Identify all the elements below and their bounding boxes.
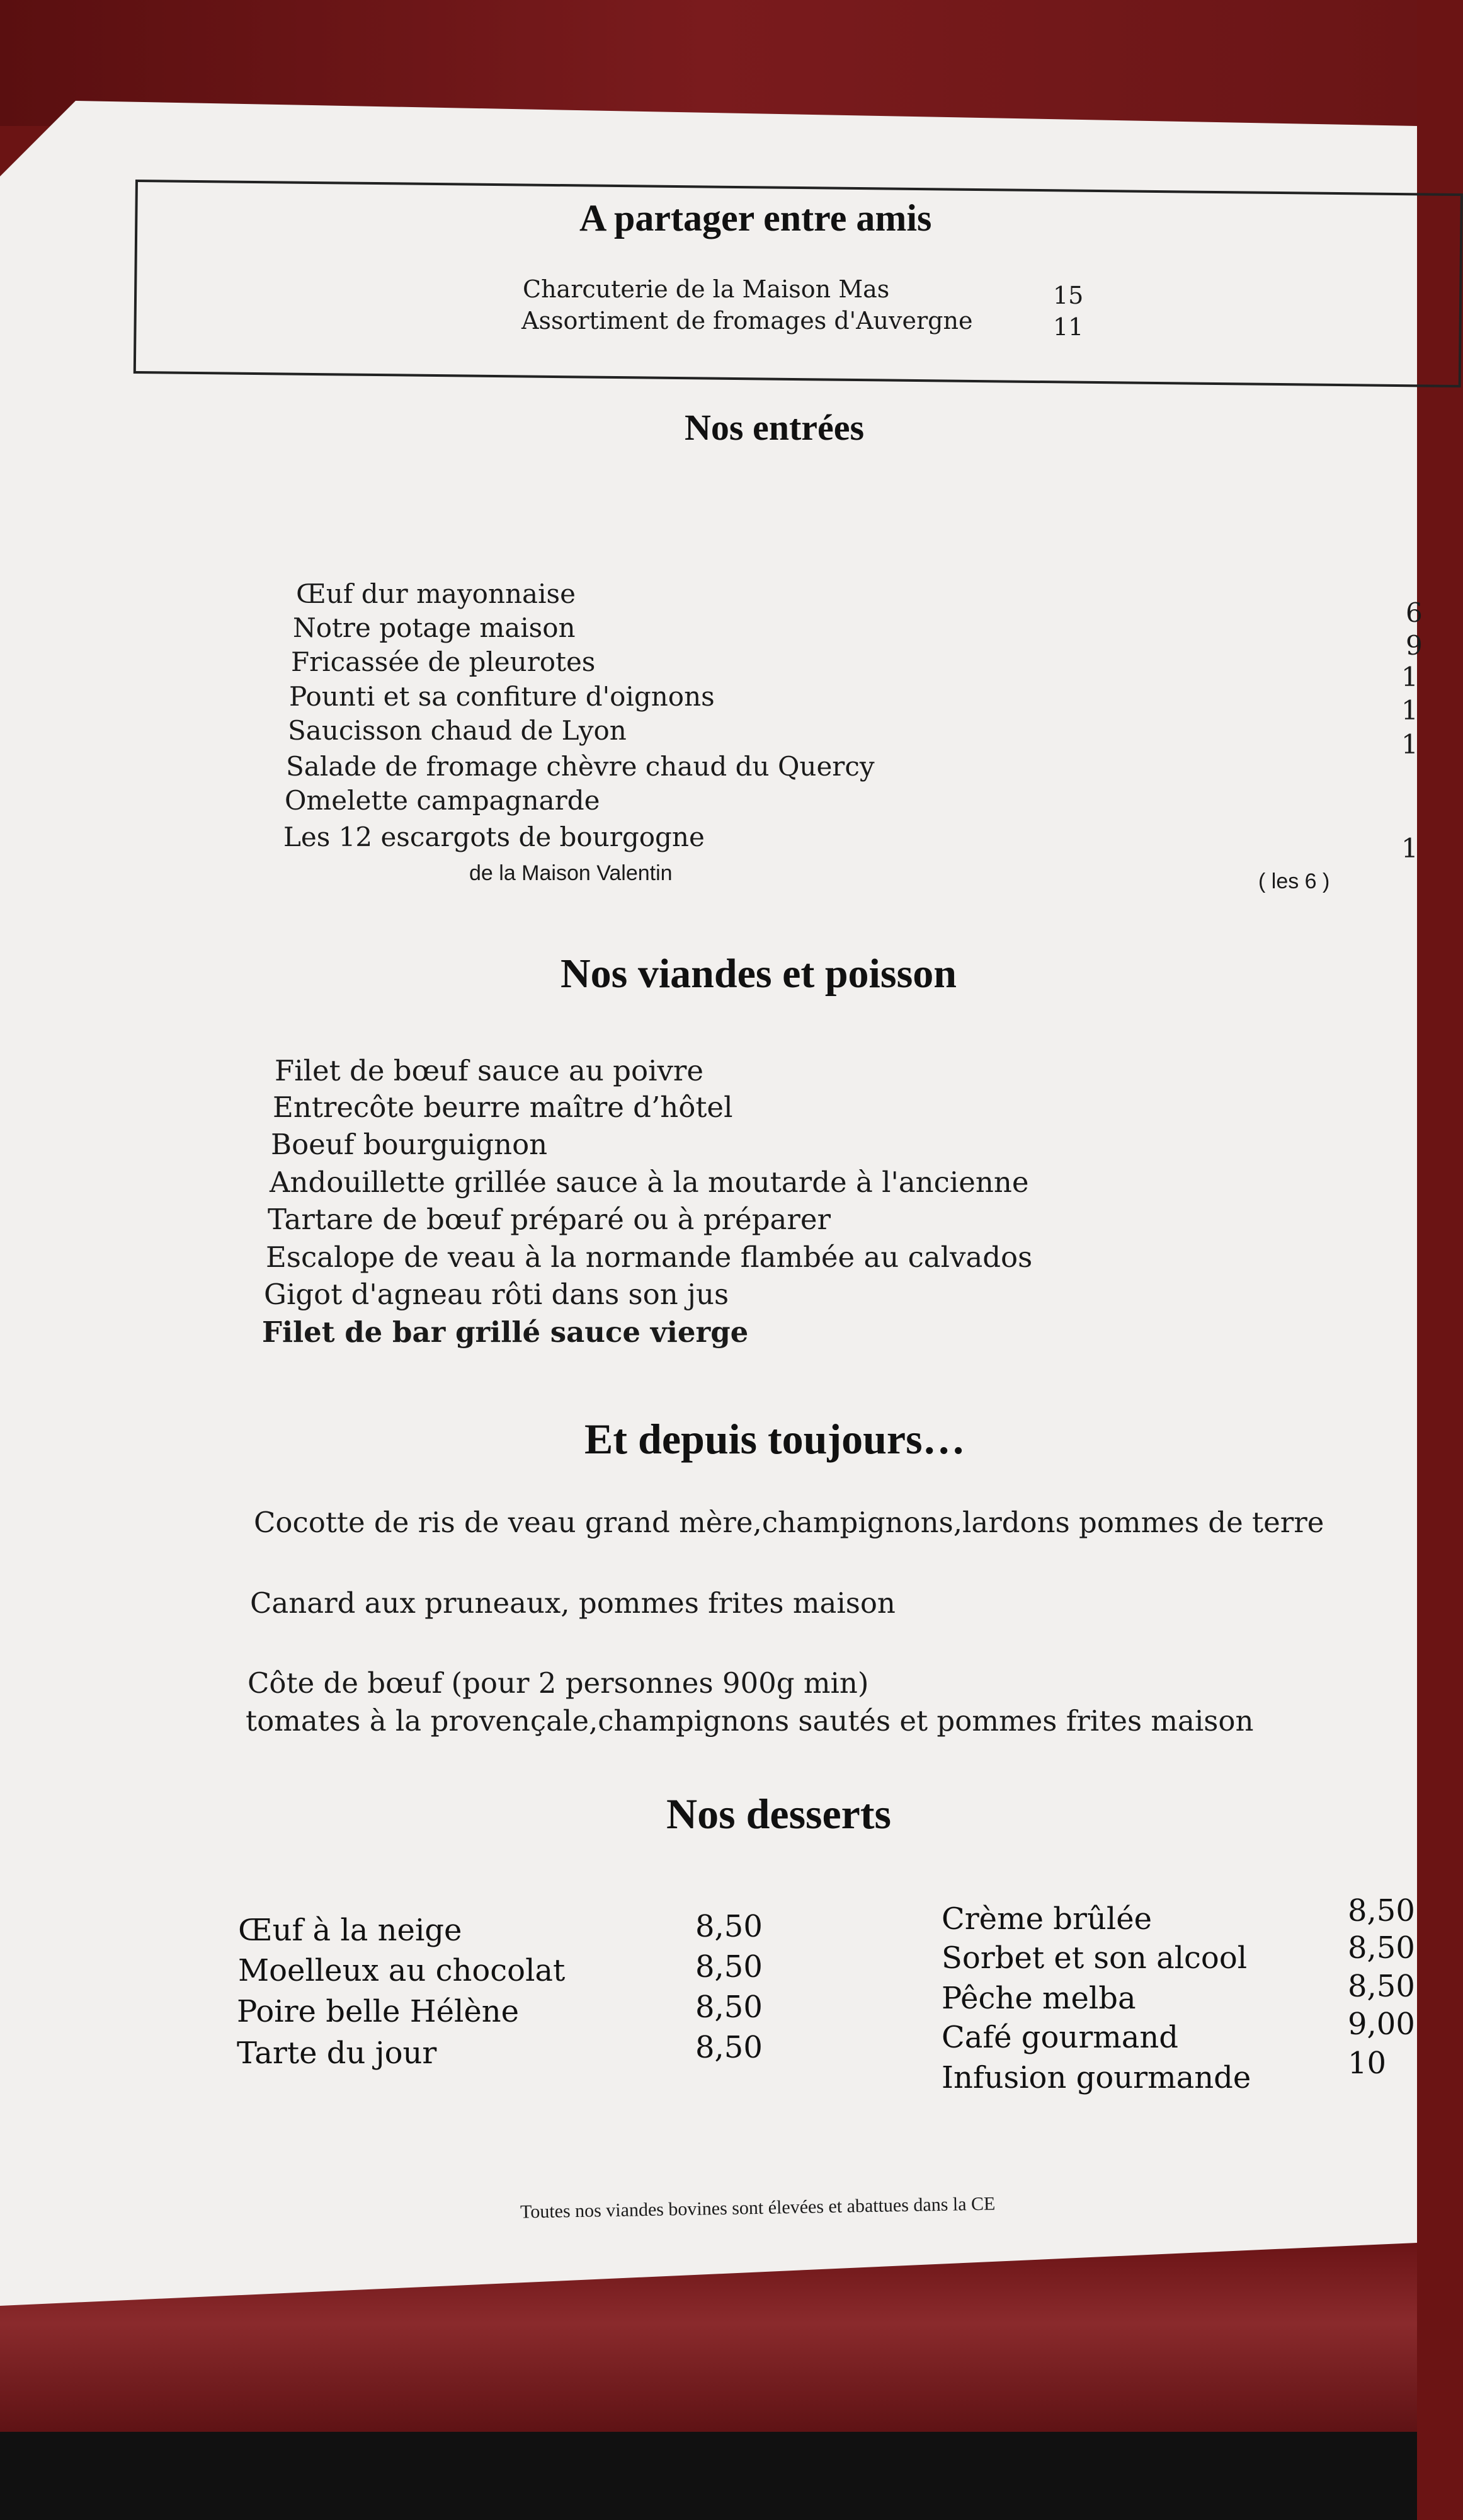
viande-item: Escalope de veau à la normande flambée au calvados <box>266 1240 1033 1274</box>
dessert-right-price: 8,50 <box>1348 1893 1415 1928</box>
toujours-line: Côte de bœuf (pour 2 personnes 900g min) <box>248 1666 869 1700</box>
toujours-title: Et depuis toujours… <box>584 1415 965 1463</box>
dessert-right-price: 8,50 <box>1348 1930 1415 1966</box>
dessert-right-price: 8,50 <box>1348 1969 1415 2004</box>
viande-item-featured: Filet de bar grillé sauce vierge <box>262 1315 749 1349</box>
toujours-line: Canard aux pruneaux, pommes frites maison <box>250 1586 896 1620</box>
viande-item: Boeuf bourguignon <box>271 1128 548 1161</box>
dessert-right-item: Sorbet et son alcool <box>942 1940 1248 1976</box>
escargot-subtitle: de la Maison Valentin <box>469 861 673 885</box>
viande-item: Filet de bœuf sauce au poivre <box>275 1054 704 1087</box>
entree-item: Œuf dur mayonnaise <box>296 578 576 609</box>
share-item-price: 15 <box>1053 282 1084 309</box>
dessert-left-price: 8,50 <box>695 1949 763 1984</box>
dessert-right-item: Infusion gourmande <box>942 2060 1251 2095</box>
share-item-label: Charcuterie de la Maison Mas <box>523 275 890 303</box>
entree-item: Salade de fromage chèvre chaud du Quercy <box>286 751 875 782</box>
viande-item: Andouillette grillée sauce à la moutarde à l'ancienne <box>270 1166 1029 1199</box>
dessert-right-item: Café gourmand <box>942 2020 1179 2055</box>
entree-price: 1 <box>1401 695 1418 726</box>
escargot-note: ( les 6 ) <box>1258 869 1330 893</box>
share-item-label: Assortiment de fromages d'Auvergne <box>521 307 973 335</box>
dessert-right-item: Pêche melba <box>942 1981 1136 2016</box>
dessert-left-price: 8,50 <box>695 1909 763 1944</box>
share-title: A partager entre amis <box>579 197 932 239</box>
dessert-left-item: Tarte du jour <box>237 2036 437 2071</box>
dessert-right-item: Crème brûlée <box>942 1901 1153 1937</box>
entree-price: 6 <box>1406 597 1423 628</box>
viande-item: Tartare de bœuf préparé ou à préparer <box>268 1203 831 1236</box>
dessert-left-item: Œuf à la neige <box>238 1913 462 1948</box>
dessert-left-price: 8,50 <box>695 1990 763 2025</box>
desserts-title: Nos desserts <box>666 1790 891 1838</box>
entree-item: Les 12 escargots de bourgogne <box>283 822 705 852</box>
viandes-title: Nos viandes et poisson <box>561 951 957 997</box>
entree-price: 1 <box>1401 833 1418 864</box>
entrees-title: Nos entrées <box>685 407 865 448</box>
entree-item: Fricassée de pleurotes <box>291 646 596 677</box>
entree-item: Pounti et sa confiture d'oignons <box>289 681 715 712</box>
entree-price: 1 <box>1401 662 1418 692</box>
entree-price: 9 <box>1406 630 1423 661</box>
toujours-line: tomates à la provençale,champignons sautés et pommes frites maison <box>246 1704 1254 1738</box>
entree-price: 1 <box>1401 729 1418 760</box>
dessert-left-item: Poire belle Hélène <box>237 1994 520 2029</box>
dessert-left-price: 8,50 <box>695 2030 763 2065</box>
entree-item: Omelette campagnarde <box>285 785 600 816</box>
entree-item: Saucisson chaud de Lyon <box>288 715 627 746</box>
share-item-price: 11 <box>1053 313 1084 341</box>
dessert-right-price: 9,00 <box>1348 2007 1415 2042</box>
footnote: Toutes nos viandes bovines sont élevées et abattues dans la CE <box>520 2193 996 2223</box>
viande-item: Gigot d'agneau rôti dans son jus <box>264 1278 729 1311</box>
dessert-left-item: Moelleux au chocolat <box>238 1953 566 1988</box>
viande-item: Entrecôte beurre maître d’hôtel <box>273 1091 733 1124</box>
dessert-right-price: 10 <box>1348 2046 1387 2081</box>
entree-item: Notre potage maison <box>293 612 576 643</box>
toujours-line: Cocotte de ris de veau grand mère,champignons,lardons pommes de terre <box>254 1506 1324 1539</box>
